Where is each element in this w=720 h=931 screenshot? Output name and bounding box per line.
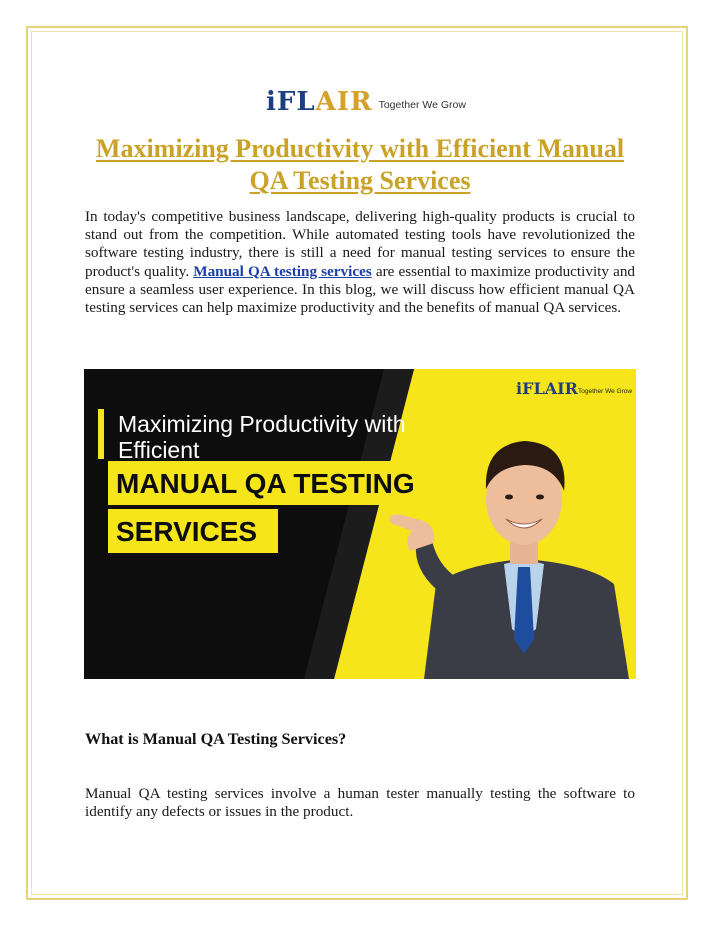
banner-line-2: Efficient xyxy=(118,437,200,463)
page-title: Maximizing Productivity with Efficient Manual QA Testing Services xyxy=(95,134,625,195)
banner-line-1: Maximizing Productivity with xyxy=(118,411,406,437)
banner-line-4: SERVICES xyxy=(116,516,258,547)
manual-qa-testing-services-link[interactable]: Manual QA testing services xyxy=(193,262,372,280)
banner-accent-bar xyxy=(98,409,104,459)
banner-line-3: MANUAL QA TESTING xyxy=(116,468,415,499)
banner-logo-tagline: Together We Grow xyxy=(578,388,633,395)
intro-paragraph xyxy=(85,208,635,317)
hero-banner-image xyxy=(84,369,636,679)
intro-text-before: In today's competitive business landscape, delivering high-quality products is crucial to stand out from the competition. While automated testing tools have revolutionized the software testing industry, there is still a need for manual testing services to ensure the product's quality. xyxy=(85,208,635,280)
banner-logo: iFLAIR xyxy=(516,379,578,398)
intro-text-after: are essential to maximize productivity and ensure a seamless user experience. In this blog, we will discuss how efficient manual QA testing services can help maximize productivity and the benefits of manual QA services. xyxy=(85,262,636,317)
logo-wordmark: iFLAIR xyxy=(266,87,373,117)
section-paragraph: Manual QA testing services involve a human tester manually testing the software to identify any defects or issues in the product. xyxy=(85,785,635,821)
section-heading: What is Manual QA Testing Services? xyxy=(85,730,347,748)
logo-tagline: Together We Grow xyxy=(378,99,466,111)
iflair-logo xyxy=(266,83,466,115)
